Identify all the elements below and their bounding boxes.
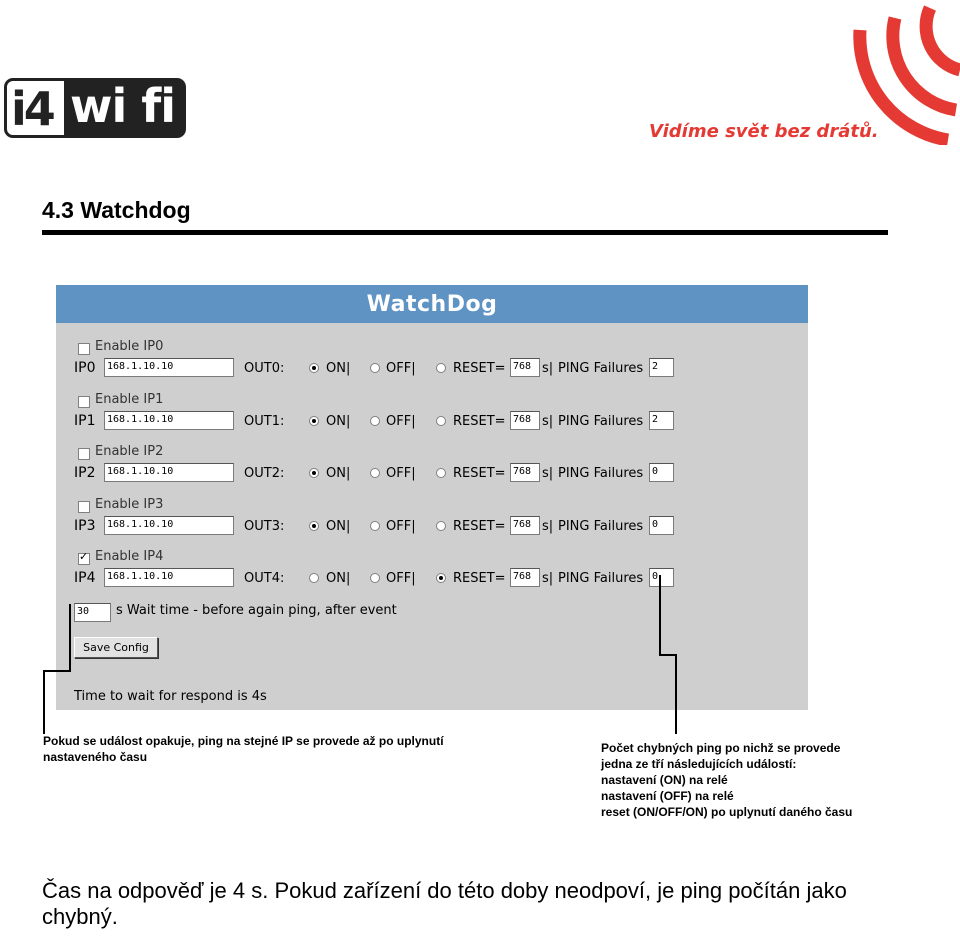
reset-label: RESET= [453,414,506,429]
ip-address-input[interactable]: 168.1.10.10 [104,411,234,430]
ping-failures-input[interactable]: 2 [649,358,674,377]
on-label: ON| [326,361,351,376]
ip-label: IP4 [74,570,96,586]
on-radio[interactable] [309,416,319,426]
reset-time-input[interactable]: 768 [510,516,540,535]
ping-failures-label: PING Failures [558,571,644,586]
off-radio[interactable] [370,363,380,373]
output-label: OUT1: [244,414,285,429]
output-label: OUT3: [244,519,285,534]
logo-i4-text: i4 [11,82,53,136]
body-paragraph: Čas na odpověď je 4 s. Pokud zařízení do této doby neodpoví, je ping počítán jako chybný. [42,878,847,929]
seconds-unit-label: s| [542,361,554,376]
ping-failures-label: PING Failures [558,414,644,429]
off-label: OFF| [386,519,416,534]
enable-ip-checkbox[interactable] [78,396,90,408]
on-label: ON| [326,571,351,586]
off-radio[interactable] [370,573,380,583]
enable-ip-label: Enable IP2 [95,444,164,459]
reset-radio[interactable] [436,573,446,583]
enable-ip-checkbox[interactable] [78,448,90,460]
seconds-unit-label: s| [542,466,554,481]
on-label: ON| [326,466,351,481]
off-label: OFF| [386,571,416,586]
enable-ip-label: Enable IP0 [95,339,164,354]
respond-time-text: Time to wait for respond is 4s [74,689,267,704]
on-label: ON| [326,414,351,429]
enable-ip-checkbox[interactable] [78,501,90,513]
right-callout-note: Počet chybných ping po nichž se provede jedna ze tří následujících událostí: nastavení (ON) na relé nastavení (OFF) na relé reset (ON/OFF/ON) po uplynutí daného času [601,741,853,819]
left-callout-note: Pokud se událost opakuje, ping na stejné IP se provede až po uplynutí nastaveného času [43,734,444,764]
seconds-unit-label: s| [542,519,554,534]
title-divider [42,230,888,235]
section-title: 4.3 Watchdog [42,197,191,223]
seconds-unit-label: s| [542,571,554,586]
reset-radio[interactable] [436,363,446,373]
ip-label: IP0 [74,360,96,376]
ip-row [56,497,808,547]
reset-time-input[interactable]: 768 [510,358,540,377]
ip-address-input[interactable]: 168.1.10.10 [104,463,234,482]
output-label: OUT4: [244,571,285,586]
ping-failures-input[interactable]: 0 [649,516,674,535]
seconds-unit-label: s| [542,414,554,429]
ip-row [56,549,808,599]
reset-label: RESET= [453,466,506,481]
ip-row [56,392,808,442]
output-label: OUT0: [244,361,285,376]
wifi-signal-icon [830,0,960,145]
panel-header [56,285,808,323]
reset-radio[interactable] [436,468,446,478]
right-callout-line [659,575,661,655]
ip-address-input[interactable]: 168.1.10.10 [104,358,234,377]
right-callout-line [675,654,677,734]
off-radio[interactable] [370,416,380,426]
reset-radio[interactable] [436,416,446,426]
enable-ip-checkbox[interactable] [78,343,90,355]
reset-label: RESET= [453,571,506,586]
enable-ip-label: Enable IP4 [95,549,164,564]
on-radio[interactable] [309,363,319,373]
slogan: Vidíme svět bez drátů. [649,121,879,142]
ip-row [56,339,808,389]
left-callout-line [43,670,71,672]
logo-wifi-text: wi fi [70,79,176,133]
off-label: OFF| [386,466,416,481]
left-callout-line [69,604,71,670]
on-radio[interactable] [309,573,319,583]
off-radio[interactable] [370,521,380,531]
reset-radio[interactable] [436,521,446,531]
ping-failures-label: PING Failures [558,466,644,481]
ping-failures-input[interactable]: 0 [649,568,674,587]
off-label: OFF| [386,414,416,429]
reset-time-input[interactable]: 768 [510,411,540,430]
ip-address-input[interactable]: 168.1.10.10 [104,568,234,587]
on-label: ON| [326,519,351,534]
off-radio[interactable] [370,468,380,478]
reset-label: RESET= [453,519,506,534]
ping-failures-label: PING Failures [558,519,644,534]
wait-time-input[interactable]: 30 [74,603,111,622]
watchdog-panel [56,285,808,710]
enable-ip-label: Enable IP3 [95,497,164,512]
ping-failures-input[interactable]: 2 [649,411,674,430]
on-radio[interactable] [309,521,319,531]
left-callout-line [43,670,45,734]
reset-label: RESET= [453,361,506,376]
ip-row [56,444,808,494]
enable-ip-label: Enable IP1 [95,392,164,407]
ip-label: IP1 [74,413,96,429]
ip-address-input[interactable]: 168.1.10.10 [104,516,234,535]
ip-label: IP2 [74,465,96,481]
reset-time-input[interactable]: 768 [510,463,540,482]
ip-label: IP3 [74,518,96,534]
enable-ip-checkbox[interactable] [78,553,90,565]
off-label: OFF| [386,361,416,376]
reset-time-input[interactable]: 768 [510,568,540,587]
ping-failures-label: PING Failures [558,361,644,376]
save-config-button[interactable]: Save Config [74,637,158,658]
ping-failures-input[interactable]: 0 [649,463,674,482]
wait-time-label: s Wait time - before again ping, after event [116,603,397,618]
on-radio[interactable] [309,468,319,478]
output-label: OUT2: [244,466,285,481]
panel-title: WatchDog [366,292,498,317]
